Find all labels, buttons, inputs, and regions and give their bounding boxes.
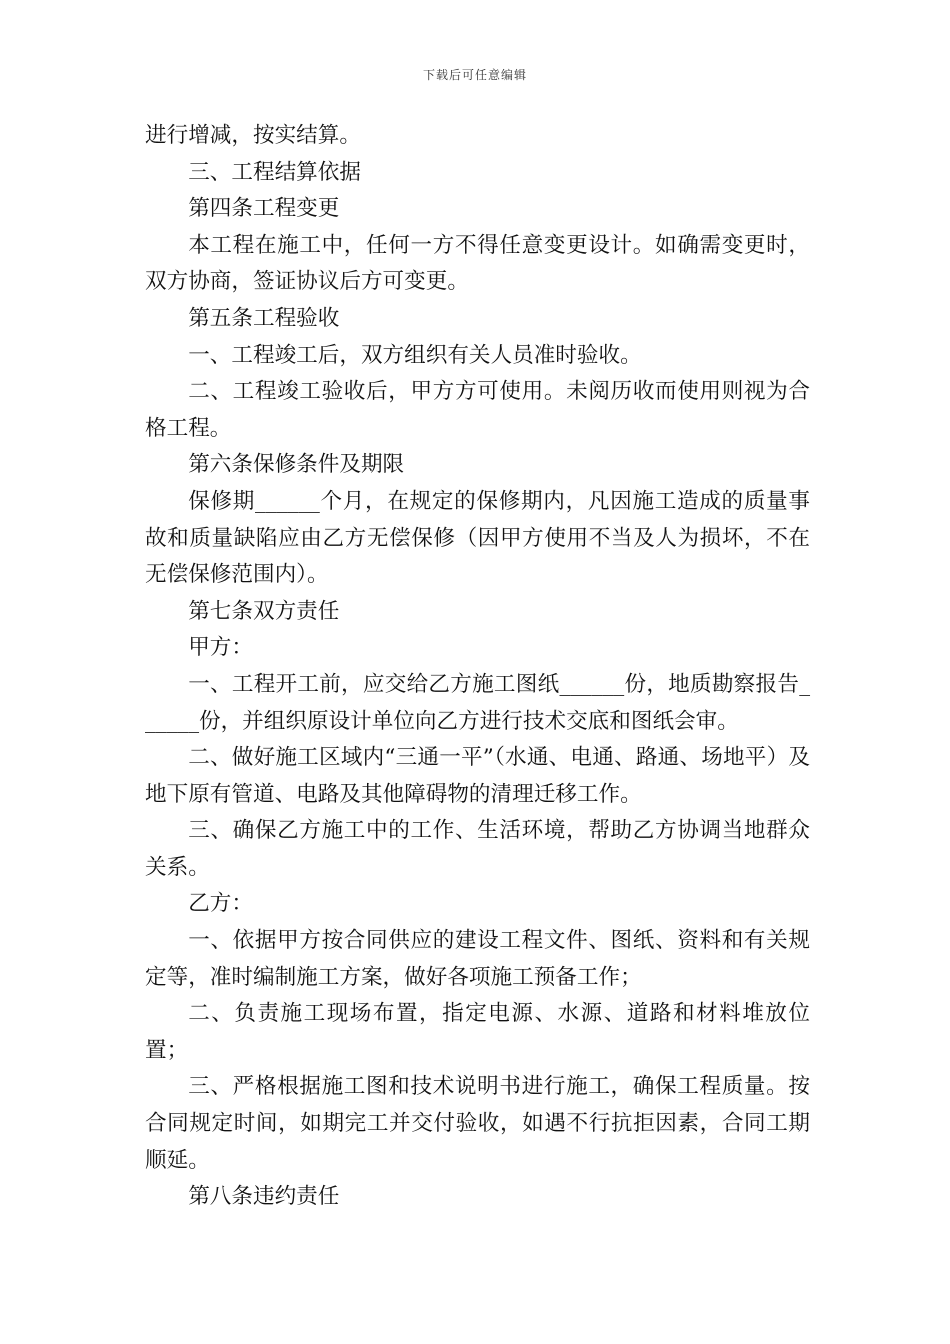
party-b-item-2: 二、负责施工现场布置，指定电源、水源、道路和材料堆放位置；: [145, 1001, 810, 1063]
article-6-body: 保修期______个月，在规定的保修期内，凡因施工造成的质量事故和质量缺陷应由乙方无偿保修（因甲方使用不当及人为损坏，不在无偿保修范围内）。: [145, 488, 810, 588]
party-a-item-1: 一、工程开工前，应交给乙方施工图纸______份，地质勘察报告______份，并组织原设计单位向乙方进行技术交底和图纸会审。: [145, 671, 810, 734]
article-4-body: 本工程在施工中，任何一方不得任意变更设计。如确需变更时，双方协商，签证协议后方可变更。: [145, 232, 810, 295]
party-a-item-3: 三、确保乙方施工中的工作、生活环境，帮助乙方协调当地群众关系。: [145, 818, 810, 880]
paragraph-settlement-basis: 三、工程结算依据: [188, 159, 361, 185]
party-b-label: 乙方：: [188, 891, 253, 917]
paragraph-continuation: 进行增减，按实结算。: [145, 123, 361, 148]
article-4-heading: 第四条工程变更: [188, 196, 340, 222]
page-header-note: 下载后可任意编辑: [422, 68, 527, 82]
article-6-heading: 第六条保修条件及期限: [188, 452, 405, 478]
party-b-item-3: 三、严格根据施工图和技术说明书进行施工，确保工程质量。按合同规定时间，如期完工并交付验收，如遇不行抗拒因素，合同工期顺延。: [145, 1074, 810, 1173]
party-a-label: 甲方：: [188, 635, 253, 661]
party-a-item-2: 二、做好施工区域内“三通一平”（水通、电通、路通、场地平）及地下原有管道、电路及其他障碍物的清理迁移工作。: [145, 745, 810, 807]
article-8-heading: 第八条违约责任: [188, 1184, 340, 1210]
article-5-item-2: 二、工程竣工验收后，甲方方可使用。未阅历收而使用则视为合格工程。: [145, 379, 810, 441]
article-7-heading: 第七条双方责任: [188, 598, 340, 624]
article-5-heading: 第五条工程验收: [188, 305, 340, 331]
document-body: [145, 118, 810, 1216]
article-5-item-1: 一、工程竣工后，双方组织有关人员准时验收。: [188, 342, 642, 368]
party-b-item-1: 一、依据甲方按合同供应的建设工程文件、图纸、资料和有关规定等，准时编制施工方案，做好各项施工预备工作；: [145, 928, 810, 990]
